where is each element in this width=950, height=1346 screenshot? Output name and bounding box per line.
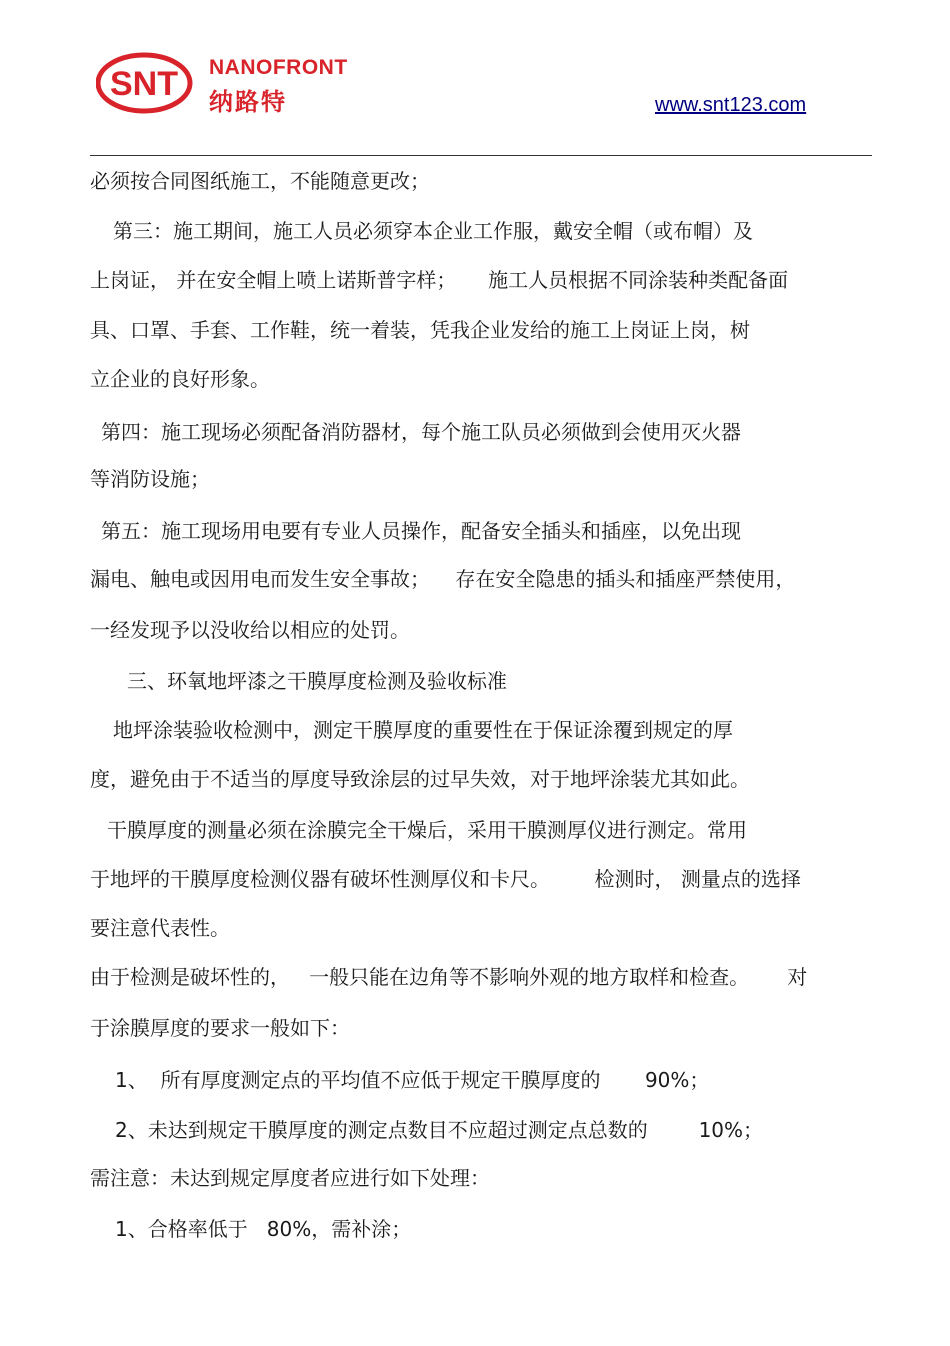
body-line: 上岗证， 并在安全帽上喷上诺斯普字样； 施工人员根据不同涂装种类配备面 [90, 268, 789, 292]
body-line: 第三：施工期间，施工人员必须穿本企业工作服，戴安全帽（或布帽）及 [113, 219, 753, 243]
body-line: 要注意代表性。 [90, 916, 230, 940]
brand-name-en: NANOFRONT [209, 56, 348, 79]
body-line: 具、口罩、手套、工作鞋，统一着装，凭我企业发给的施工上岗证上岗，树 [90, 318, 750, 342]
header-divider [90, 155, 872, 156]
body-line: 第四：施工现场必须配备消防器材，每个施工队员必须做到会使用灭火器 [101, 420, 741, 444]
body-line: 地坪涂装验收检测中，测定干膜厚度的重要性在于保证涂覆到规定的厚 [113, 718, 733, 742]
list-item: 2、未达到规定干膜厚度的测定点数目不应超过测定点总数的 10%； [115, 1118, 764, 1142]
svg-text:SNT: SNT [110, 65, 178, 103]
body-line: 需注意：未达到规定厚度者应进行如下处理： [90, 1166, 490, 1190]
body-line: 由于检测是破坏性的， 一般只能在边角等不影响外观的地方取样和检查。 对 [90, 965, 808, 989]
body-line: 于涂膜厚度的要求一般如下： [90, 1016, 350, 1040]
body-line: 等消防设施； [90, 467, 210, 491]
website-link[interactable]: www.snt123.com [655, 94, 807, 116]
list-item: 1、 所有厚度测定点的平均值不应低于规定干膜厚度的 90%； [115, 1068, 710, 1092]
page-header [0, 0, 950, 160]
body-line: 漏电、触电或因用电而发生安全事故； 存在安全隐患的插头和插座严禁使用， [90, 567, 796, 591]
body-line: 干膜厚度的测量必须在涂膜完全干燥后，采用干膜测厚仪进行测定。常用 [107, 818, 747, 842]
body-line: 一经发现予以没收给以相应的处罚。 [90, 618, 410, 642]
body-line: 立企业的良好形象。 [90, 367, 270, 391]
body-line: 第五：施工现场用电要有专业人员操作，配备安全插头和插座，以免出现 [101, 519, 741, 543]
brand-name-cn: 纳路特 [209, 88, 287, 116]
body-line: 于地坪的干膜厚度检测仪器有破坏性测厚仪和卡尺。 检测时， 测量点的选择 [90, 867, 801, 891]
list-item: 1、合格率低于 80%，需补涂； [115, 1217, 412, 1241]
snt-logo-icon [96, 52, 196, 114]
section-heading: 三、环氧地坪漆之干膜厚度检测及验收标准 [127, 669, 507, 693]
body-line: 度，避免由于不适当的厚度导致涂层的过早失效，对于地坪涂装尤其如此。 [90, 767, 750, 791]
body-line: 必须按合同图纸施工，不能随意更改； [90, 169, 430, 193]
company-logo [96, 52, 366, 118]
